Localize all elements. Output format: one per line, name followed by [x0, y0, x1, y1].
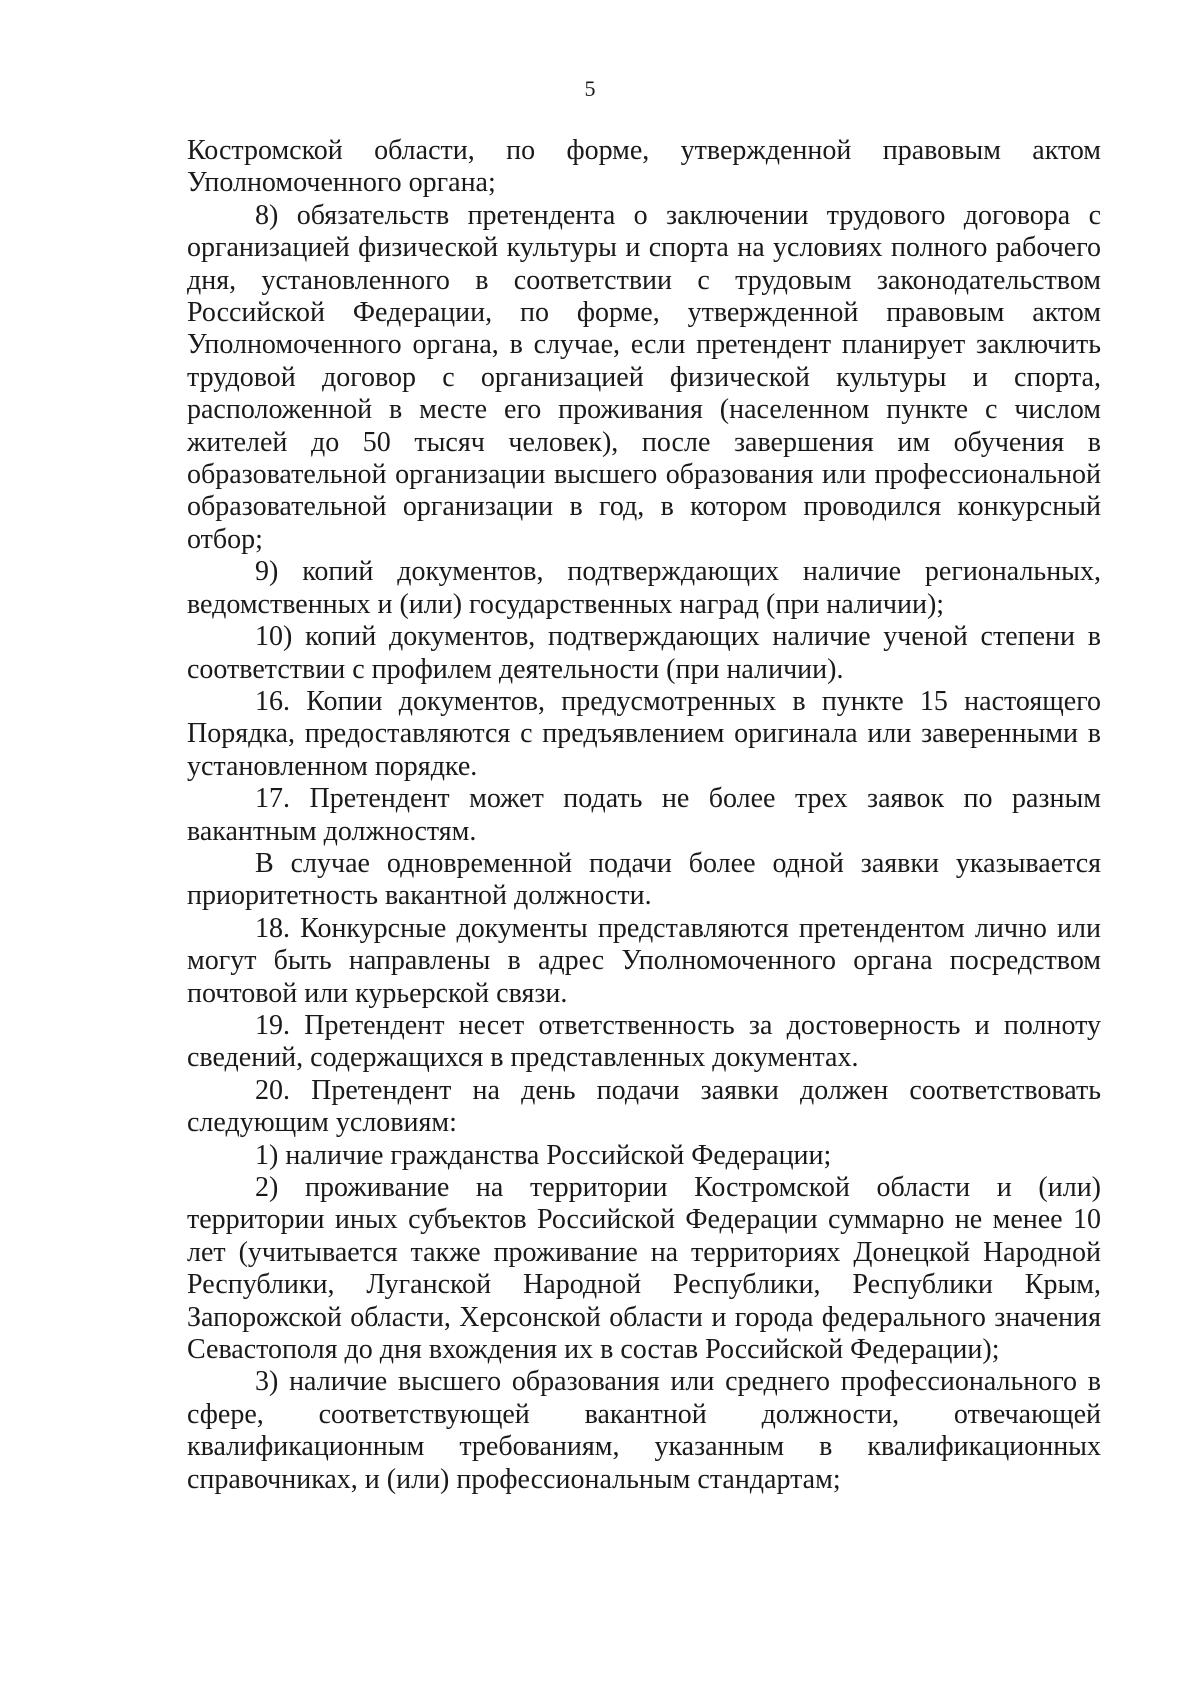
- paragraph-clause-18: 18. Конкурсные документы представляются претендентом лично или могут быть направлены в адрес Уполномоченного органа посредством почтовой или курьерской связи.: [187, 912, 1101, 1009]
- paragraph-continuation: Костромской области, по форме, утвержденной правовым актом Уполномоченного органа;: [187, 135, 1101, 199]
- paragraph-condition-3: 3) наличие высшего образования или среднего профессионального в сфере, соответствующей вакантной должности, отвечающей квалификационным требованиям, указанным в квалификационных справочниках, и (или) профессиональным стандартам;: [187, 1366, 1101, 1495]
- paragraph-clause-17-priority: В случае одновременной подачи более одной заявки указывается приоритетность вакантной должности.: [187, 847, 1101, 912]
- paragraph-condition-2: 2) проживание на территории Костромской области и (или) территории иных субъектов Российской Федерации суммарно не менее 10 лет (учитывается также проживание на территориях Донецкой Народной Республики, Луганской Народной Республики, Республики Крым, Запорожской области, Херсонской области и города федерального значения Севастополя до дня вхождения их в состав Российской Федерации);: [187, 1172, 1101, 1366]
- paragraph-clause-17: 17. Претендент может подать не более трех заявок по разным вакантным должностям.: [187, 783, 1101, 847]
- paragraph-clause-19: 19. Претендент несет ответственность за достоверность и полноту сведений, содержащихся в представленных документах.: [187, 1009, 1101, 1074]
- paragraph-item-9: 9) копий документов, подтверждающих наличие региональных, ведомственных и (или) государственных наград (при наличии);: [187, 556, 1101, 620]
- paragraph-item-10: 10) копий документов, подтверждающих наличие ученой степени в соответствии с профилем деятельности (при наличии).: [187, 621, 1101, 685]
- paragraph-clause-16: 16. Копии документов, предусмотренных в пункте 15 настоящего Порядка, предоставляются с предъявлением оригинала или заверенными в установленном порядке.: [187, 685, 1101, 782]
- paragraph-item-8: 8) обязательств претендента о заключении трудового договора с организацией физической культуры и спорта на условиях полного рабочего дня, установленного в соответствии с трудовым законодательством Российской Федерации, по форме, утвержденной правовым актом Уполномоченного органа, в случае, если претендент планирует заключить трудовой договор с организацией физической культуры и спорта, расположенной в месте его проживания (населенном пункте с числом жителей до 50 тысяч человек), после завершения им обучения в образовательной организации высшего образования или профессиональной образовательной организации в год, в котором проводился конкурсный отбор;: [187, 199, 1101, 555]
- paragraph-clause-20: 20. Претендент на день подачи заявки должен соответствовать следующим условиям:: [187, 1074, 1101, 1139]
- paragraph-condition-1: 1) наличие гражданства Российской Федерации;: [255, 1139, 832, 1171]
- page-number: 5: [584, 76, 596, 101]
- document-body: [187, 135, 1101, 1496]
